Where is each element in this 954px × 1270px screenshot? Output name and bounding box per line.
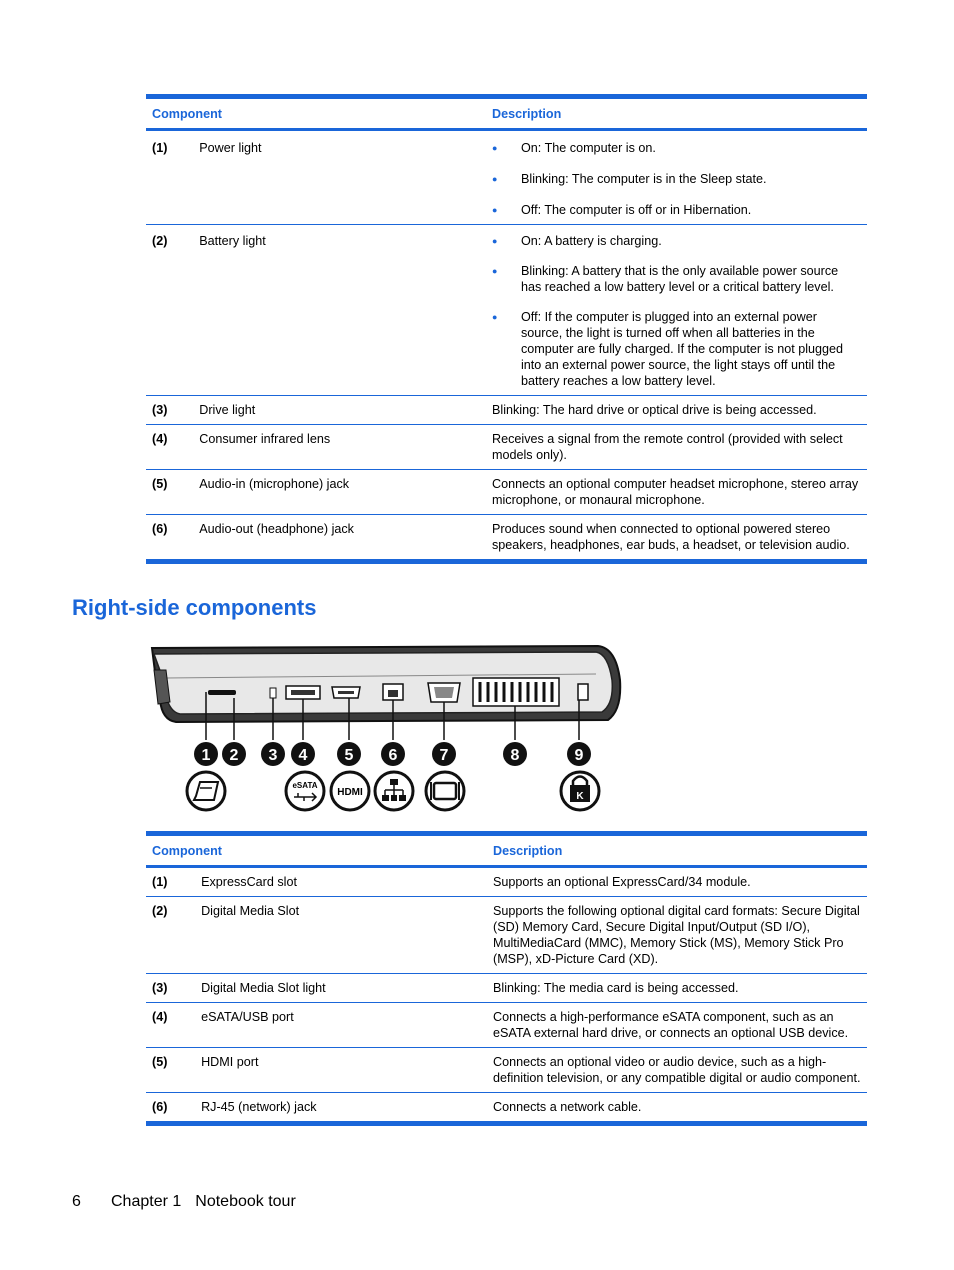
table-row bbox=[146, 1048, 867, 1093]
table-row bbox=[146, 515, 867, 562]
row-number: (2) bbox=[146, 897, 199, 974]
network-icon bbox=[375, 772, 413, 810]
component-name: Battery light bbox=[199, 225, 486, 396]
component-description: Supports an optional ExpressCard/34 module. bbox=[487, 867, 867, 897]
list-item: ● Blinking: A battery that is the only available power source has reached a low battery level or a critical battery level. bbox=[492, 263, 861, 295]
callout-3-label: 3 bbox=[268, 747, 278, 764]
component-name: Audio-in (microphone) jack bbox=[199, 470, 486, 515]
column-header-component: Component bbox=[152, 843, 222, 858]
component-description: Blinking: The hard drive or optical drive is being accessed. bbox=[486, 396, 867, 425]
column-header-description: Description bbox=[493, 843, 563, 858]
component-name: HDMI port bbox=[199, 1048, 487, 1093]
table-row bbox=[146, 470, 867, 515]
laptop-side-view bbox=[152, 646, 620, 740]
component-description: Connects an optional video or audio device, such as a high-definition television, or any compatible digital or audio component. bbox=[487, 1048, 867, 1093]
column-header-description: Description bbox=[492, 106, 562, 121]
description-list bbox=[492, 140, 861, 218]
lock-icon bbox=[561, 772, 599, 810]
list-item: ● Blinking: The computer is in the Sleep state. bbox=[492, 171, 861, 187]
component-description: Receives a signal from the remote control (provided with select models only). bbox=[486, 425, 867, 470]
row-number: (3) bbox=[146, 974, 199, 1003]
component-name: Drive light bbox=[199, 396, 486, 425]
table-row bbox=[146, 1003, 867, 1048]
row-number: (1) bbox=[146, 867, 199, 897]
description-list bbox=[492, 233, 861, 389]
component-name: Digital Media Slot light bbox=[199, 974, 487, 1003]
component-description: Produces sound when connected to optional powered stereo speakers, headphones, ear buds, a headset, or television audio. bbox=[486, 515, 867, 562]
esata-usb-icon bbox=[286, 772, 324, 810]
component-name: ExpressCard slot bbox=[199, 867, 487, 897]
chapter-label: Chapter 1 bbox=[111, 1193, 182, 1210]
hdmi-icon bbox=[331, 772, 369, 810]
component-name: Consumer infrared lens bbox=[199, 425, 486, 470]
table-row bbox=[146, 897, 867, 974]
row-number: (3) bbox=[146, 396, 199, 425]
row-number: (5) bbox=[146, 470, 199, 515]
component-description: Supports the following optional digital card formats: Secure Digital (SD) Memory Card, Secure Digital Input/Output (SD I/O), MultiMediaCard (MMC), Memory Stick (MS), Memory Stick Pro (MSP), xD-Picture Card (XD). bbox=[487, 897, 867, 974]
callout-6-label: 6 bbox=[388, 747, 398, 764]
callout-2-label: 2 bbox=[229, 747, 239, 764]
callout-9-label: 9 bbox=[574, 747, 584, 764]
page-footer bbox=[72, 1193, 296, 1211]
row-number: (1) bbox=[146, 130, 199, 225]
table-row bbox=[146, 130, 867, 225]
row-number: (5) bbox=[146, 1048, 199, 1093]
callout-numbers bbox=[194, 742, 591, 766]
table-row bbox=[146, 225, 867, 396]
table-row bbox=[146, 425, 867, 470]
component-description: Connects an optional computer headset microphone, stereo array microphone, or monaural microphone. bbox=[486, 470, 867, 515]
list-item: ● On: The computer is on. bbox=[492, 140, 861, 156]
component-name: Audio-out (headphone) jack bbox=[199, 515, 486, 562]
component-description: Connects a network cable. bbox=[487, 1093, 867, 1124]
table-row bbox=[146, 1093, 867, 1124]
callout-7-label: 7 bbox=[439, 747, 449, 764]
component-description: Blinking: The media card is being accessed. bbox=[487, 974, 867, 1003]
esata-label: eSATA bbox=[292, 781, 318, 790]
component-name: Power light bbox=[199, 130, 486, 225]
section-title: Right-side components bbox=[72, 595, 317, 620]
component-table-bottom bbox=[146, 831, 867, 1126]
callout-1-label: 1 bbox=[201, 747, 211, 764]
list-item: ● Off: If the computer is plugged into an external power source, the light is turned off when all batteries in the computer are fully charged. If the computer is not plugged into an external power source, the light stays off until the battery reaches a low battery level. bbox=[492, 309, 861, 389]
row-number: (4) bbox=[146, 425, 199, 470]
callout-8-label: 8 bbox=[510, 747, 520, 764]
chapter-title: Notebook tour bbox=[195, 1193, 296, 1210]
column-header-component: Component bbox=[152, 106, 222, 121]
callout-4-label: 4 bbox=[298, 747, 308, 764]
display-icon bbox=[426, 772, 464, 810]
table-row bbox=[146, 396, 867, 425]
list-item: ● On: A battery is charging. bbox=[492, 233, 861, 249]
expresscard-icon bbox=[187, 772, 225, 810]
svg-text:K: K bbox=[576, 791, 584, 802]
row-number: (6) bbox=[146, 1093, 199, 1124]
hdmi-label: HDMI bbox=[337, 787, 363, 798]
list-item: ● Off: The computer is off or in Hibernation. bbox=[492, 202, 861, 218]
component-name: RJ-45 (network) jack bbox=[199, 1093, 487, 1124]
table-row bbox=[146, 867, 867, 897]
component-description: Connects a high-performance eSATA component, such as an eSATA external hard drive, or connects an optional USB device. bbox=[487, 1003, 867, 1048]
row-number: (6) bbox=[146, 515, 199, 562]
right-side-illustration bbox=[146, 640, 626, 815]
component-name: eSATA/USB port bbox=[199, 1003, 487, 1048]
page-number: 6 bbox=[72, 1193, 81, 1210]
row-number: (2) bbox=[146, 225, 199, 396]
callout-5-label: 5 bbox=[344, 747, 354, 764]
component-table-top bbox=[146, 94, 867, 564]
table-row bbox=[146, 974, 867, 1003]
row-number: (4) bbox=[146, 1003, 199, 1048]
component-name: Digital Media Slot bbox=[199, 897, 487, 974]
